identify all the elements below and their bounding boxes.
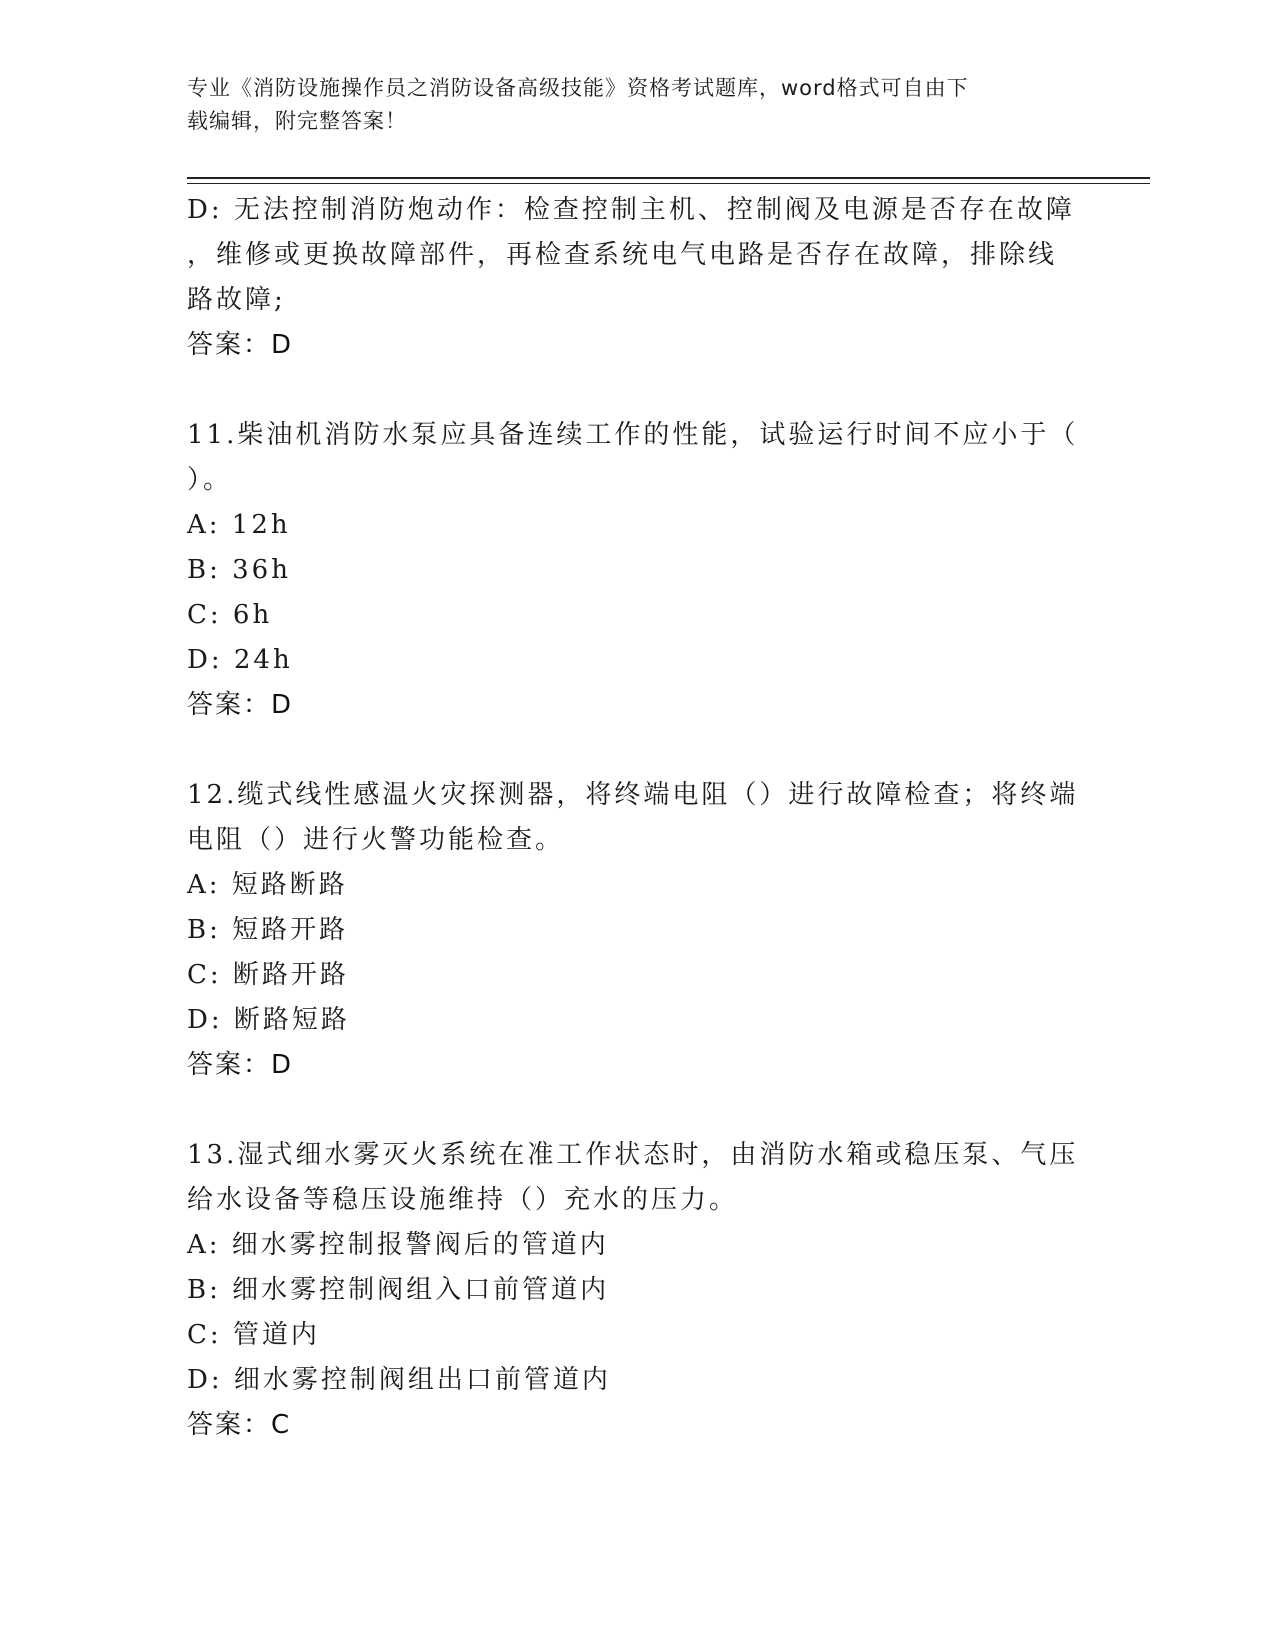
option-d-line: ，维修或更换故障部件，再检查系统电气电路是否存在故障，排除线 (187, 240, 1058, 270)
header-line-1: 专业《消防设施操作员之消防设备高级技能》资格考试题库，word格式可自由下 (187, 76, 969, 100)
question-stem: ）。 (187, 465, 233, 495)
option-c: C: 管道内 (187, 1320, 320, 1350)
question-stem: 11.柴油机消防水泵应具备连续工作的性能，试验运行时间不应小于（ (187, 420, 1079, 450)
header-rule-thin (187, 183, 1150, 184)
previous-question-tail (187, 188, 1087, 368)
option-c: C: 6h (187, 600, 273, 630)
option-a: A: 细水雾控制报警阀后的管道内 (187, 1230, 609, 1260)
option-b: B: 短路开路 (187, 915, 349, 945)
spacer (187, 368, 1087, 413)
option-d: D: 细水雾控制阀组出口前管道内 (187, 1365, 611, 1395)
answer-line: 答案：D (187, 330, 294, 360)
answer-line: 答案：D (187, 690, 294, 720)
document-header (187, 72, 1067, 138)
option-b: B: 细水雾控制阀组入口前管道内 (187, 1275, 610, 1305)
question-11 (187, 413, 1087, 728)
option-b: B: 36h (187, 555, 291, 585)
option-a: A: 短路断路 (187, 870, 348, 900)
option-d-line: 路故障; (187, 285, 286, 315)
question-stem: 12.缆式线性感温火灾探测器，将终端电阻（）进行故障检查；将终端 (187, 780, 1079, 810)
spacer (187, 1088, 1087, 1133)
header-rule-thick (187, 177, 1150, 179)
document-body (187, 188, 1087, 1448)
question-stem: 电阻（）进行火警功能检查。 (187, 825, 565, 855)
option-d: D: 断路短路 (187, 1005, 350, 1035)
question-13 (187, 1133, 1087, 1448)
option-d: D: 24h (187, 645, 293, 675)
question-stem: 13.湿式细水雾灭火系统在准工作状态时，由消防水箱或稳压泵、气压 (187, 1140, 1079, 1170)
answer-line: 答案：C (187, 1410, 292, 1440)
header-line-2: 载编辑，附完整答案！ (187, 109, 407, 133)
answer-line: 答案：D (187, 1050, 294, 1080)
option-d-line: D: 无法控制消防炮动作：检查控制主机、控制阀及电源是否存在故障 (187, 195, 1075, 225)
question-12 (187, 773, 1087, 1088)
option-a: A: 12h (187, 510, 291, 540)
option-c: C: 断路开路 (187, 960, 349, 990)
spacer (187, 728, 1087, 773)
question-stem: 给水设备等稳压设施维持（）充水的压力。 (187, 1185, 739, 1215)
